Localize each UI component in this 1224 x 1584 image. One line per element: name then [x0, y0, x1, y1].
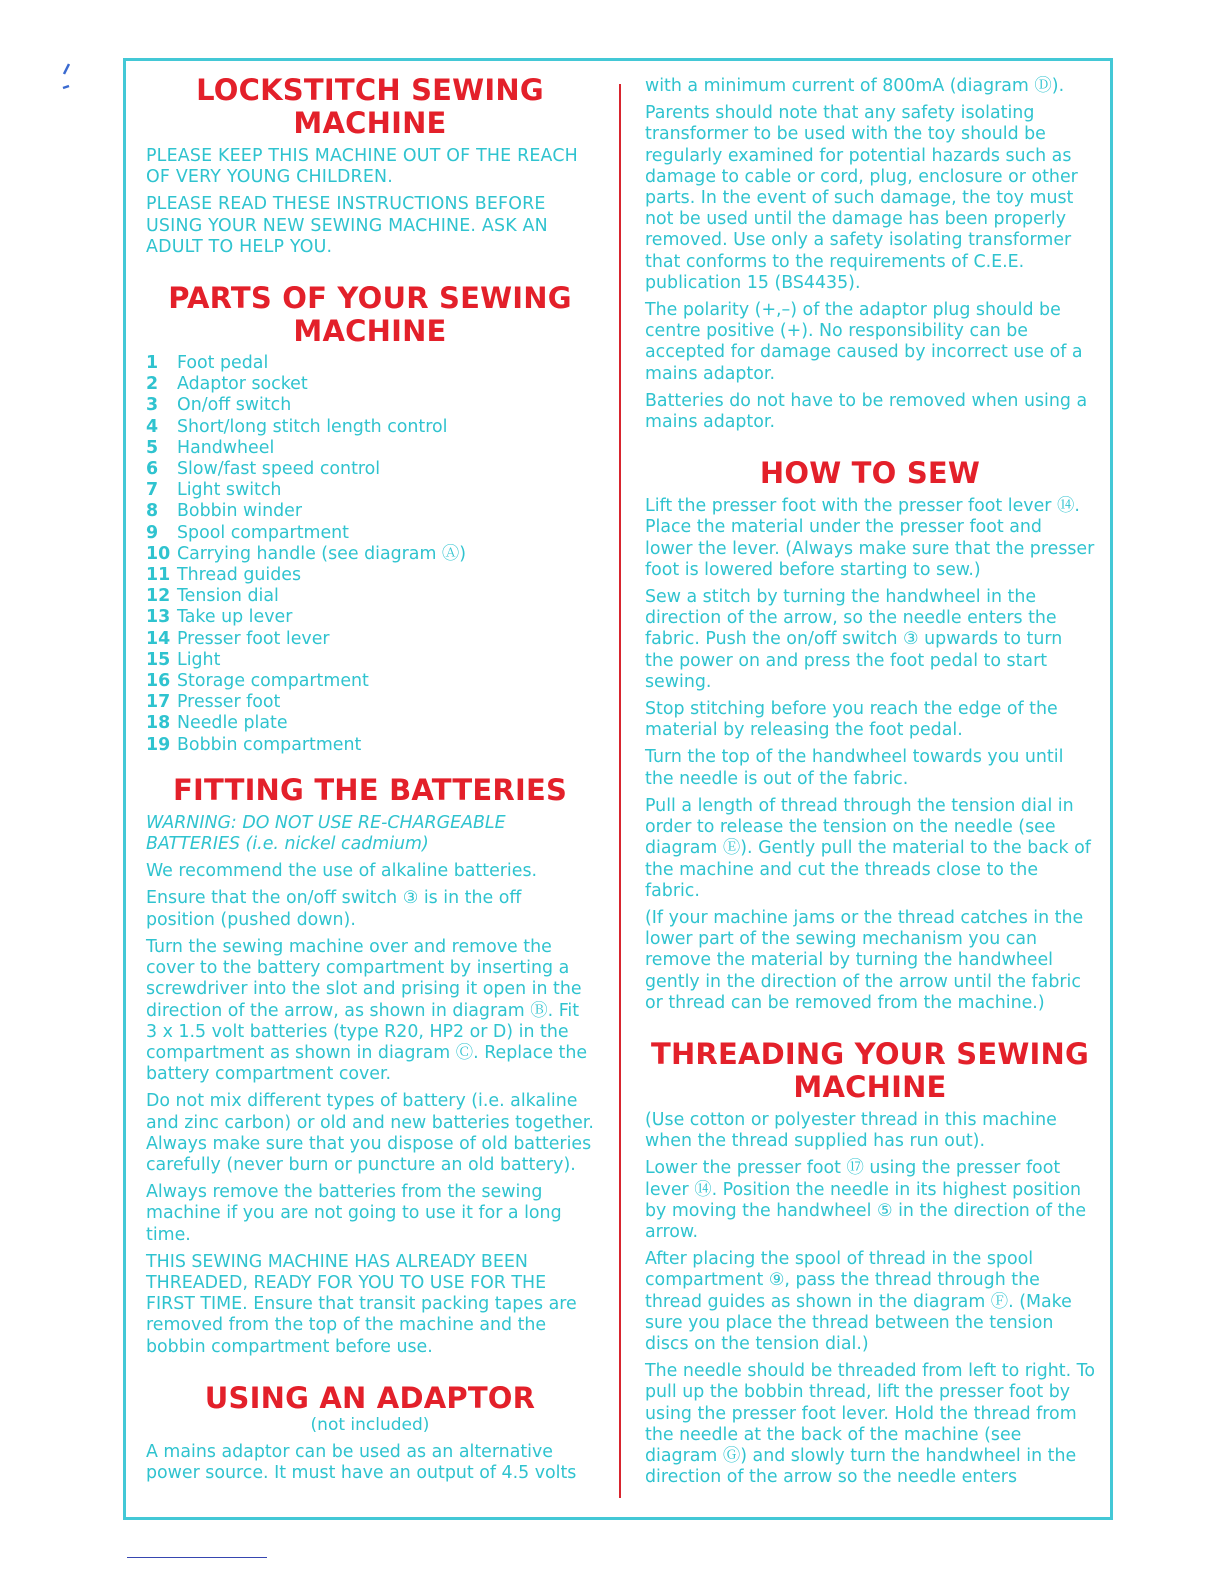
paragraph: After placing the spool of thread in the spool compartment ⑨, pass the thread through the thread guides as shown in the diagram Ⓕ. (Make sure you place the thread between the tension discs on the tension dial.) — [645, 1249, 1072, 1354]
heading-line-1: THREADING YOUR SEWING — [650, 1036, 1089, 1071]
heading-line-2: MACHINE — [793, 1069, 947, 1104]
paragraph: Do not mix different types of battery (i.e. alkaline and zinc carbon) or old and new batteries together. Always make sure that you dispose of old batteries carefully (never burn or puncture an old battery). — [146, 1091, 594, 1175]
parts-list — [146, 353, 594, 756]
caps-notice: THIS SEWING MACHINE HAS ALREADY BEEN THREADED, READY FOR YOU TO USE FOR THE FIRST TIME. — [146, 1251, 547, 1315]
heading-line-2: MACHINE — [293, 314, 447, 349]
list-item: 16 Storage compartment — [146, 671, 369, 692]
list-item: 6 Slow/fast speed control — [146, 459, 381, 480]
heading-adaptor: USING AN ADAPTOR — [204, 1380, 536, 1415]
paragraph: We recommend the use of alkaline batteries. — [146, 861, 538, 882]
list-item: 7 Light switch — [146, 480, 282, 501]
paragraph: A mains adaptor can be used as an alternative power source. It must have an output of 4.5 volts — [146, 1441, 577, 1483]
paragraph: Parents should note that any safety isolating transformer to be used with the toy should be regularly examined for potential hazards such as damage to cable or cord, plug, enclosure or other parts. In the event of such damage, the toy must not be used until the damage has been properly removed. Use only a safety isolating transformer that conforms to the requirements of C.E.E. publication 15 (BS4435). — [645, 103, 1078, 293]
list-item: 4 Short/long stitch length control — [146, 416, 448, 437]
paragraph: with a minimum current of 800mA (diagram Ⓓ). — [645, 76, 1065, 96]
list-item: 18 Needle plate — [146, 713, 288, 734]
list-item: 10 Carrying handle (see diagram Ⓐ) — [146, 543, 467, 564]
heading-line-2: MACHINE — [293, 106, 447, 140]
heading-parts — [146, 282, 594, 348]
paragraph: The needle should be threaded from left to right. To pull up the bobbin thread, lift the presser foot by using the presser foot lever. Hold the thread from the needle at the back of the machine (see diagram Ⓖ) and slowly turn the handwheel in the direction of the arrow so the needle enters — [645, 1361, 1095, 1488]
intro-keep-away: PLEASE KEEP THIS MACHINE OUT OF THE REACH OF VERY YOUNG CHILDREN. — [146, 146, 578, 188]
crop-mark — [60, 62, 70, 96]
paragraph: Always remove the batteries from the sewing machine if you are not going to use it for a long time. — [146, 1182, 562, 1245]
paragraph: Stop stitching before you reach the edge of the material by releasing the foot pedal. — [645, 699, 1058, 741]
adaptor-subtitle: (not included) — [310, 1414, 430, 1435]
list-item: 13 Take up lever — [146, 607, 293, 628]
paragraph — [146, 1252, 594, 1358]
intro-read-instructions: PLEASE READ THESE INSTRUCTIONS BEFORE USING YOUR NEW SEWING MACHINE. ASK AN ADULT TO HELP YOU. — [146, 194, 548, 257]
list-item: 19 Bobbin compartment — [146, 734, 362, 755]
heading-lockstitch — [146, 74, 594, 140]
paragraph: Ensure that the on/off switch ③ is in the off position (pushed down). — [146, 888, 522, 930]
list-item: 5 Handwheel — [146, 437, 275, 458]
paragraph: (Use cotton or polyester thread in this machine when the thread supplied has run out). — [645, 1109, 1057, 1152]
right-column — [645, 76, 1095, 1494]
heading-batteries: FITTING THE BATTERIES — [172, 772, 568, 807]
paragraph: (If your machine jams or the thread catches in the lower part of the sewing mechanism you can remove the material by turning the handwheel gently in the direction of the arrow until the fabric or thread can be removed from the machine.) — [645, 907, 1084, 1013]
list-item: 2 Adaptor socket — [146, 374, 308, 395]
heading-threading — [645, 1038, 1095, 1104]
paragraph: Turn the sewing machine over and remove the cover to the battery compartment by inserting a screwdriver into the slot and prising it open in the direction of the arrow, as shown in diagram Ⓑ. Fit 3 x 1.5 volt batteries (type R20, HP2 or D) in the compartment as shown in diagram Ⓒ. Replace the battery compartment cover. — [146, 936, 588, 1085]
warning-text: WARNING: DO NOT USE RE-CHARGEABLE BATTERIES (i.e. nickel cadmium) — [146, 812, 506, 855]
paragraph: Lower the presser foot ⑰ using the presser foot lever ⑭. Position the needle in its highest position by moving the handwheel ⑤ in the direction of the arrow. — [645, 1158, 1087, 1242]
paragraph: Batteries do not have to be removed when using a mains adaptor. — [645, 390, 1088, 433]
list-item: 14 Presser foot lever — [146, 628, 330, 649]
list-item: 8 Bobbin winder — [146, 501, 302, 522]
heading-line-1: PARTS OF YOUR SEWING — [168, 281, 572, 316]
list-item: 15 Light — [146, 649, 221, 670]
left-column — [146, 74, 594, 1490]
column-divider — [619, 84, 621, 1498]
list-item: 11 Thread guides — [146, 565, 302, 586]
paragraph: Pull a length of thread through the tension dial in order to release the tension on the needle (see diagram Ⓔ). Gently pull the material to the back of the machine and cut the threads close to the fabric. — [645, 795, 1091, 901]
paragraph: Lift the presser foot with the presser foot lever ⑭. Place the material under the presser foot and lower the lever. (Always make sure that the presser foot is lowered before starting to sew.) — [645, 496, 1095, 580]
list-item: 1 Foot pedal — [146, 353, 269, 374]
paragraph: Turn the top of the handwheel towards you until the needle is out of the fabric. — [645, 747, 1064, 789]
notice-rest: Ensure that transit packing tapes are removed from the top of the machine and the bobbin compartment before use. — [146, 1294, 577, 1357]
list-item: 17 Presser foot — [146, 692, 281, 713]
footer-rule — [127, 1557, 267, 1558]
list-item: 3 On/off switch — [146, 395, 292, 416]
heading-how-to-sew: HOW TO SEW — [759, 456, 981, 491]
paragraph: The polarity (+,–) of the adaptor plug should be centre positive (+). No responsibility can be accepted for damage caused by incorrect use of a mains adaptor. — [645, 300, 1083, 384]
list-item: 12 Tension dial — [146, 586, 279, 607]
list-item: 9 Spool compartment — [146, 522, 350, 543]
heading-line-1: LOCKSTITCH SEWING — [196, 73, 544, 107]
paragraph: Sew a stitch by turning the handwheel in the direction of the arrow, so the needle enters the fabric. Push the on/off switch ③ upwards to turn the power on and press the foot pedal to start sewing. — [645, 587, 1063, 692]
